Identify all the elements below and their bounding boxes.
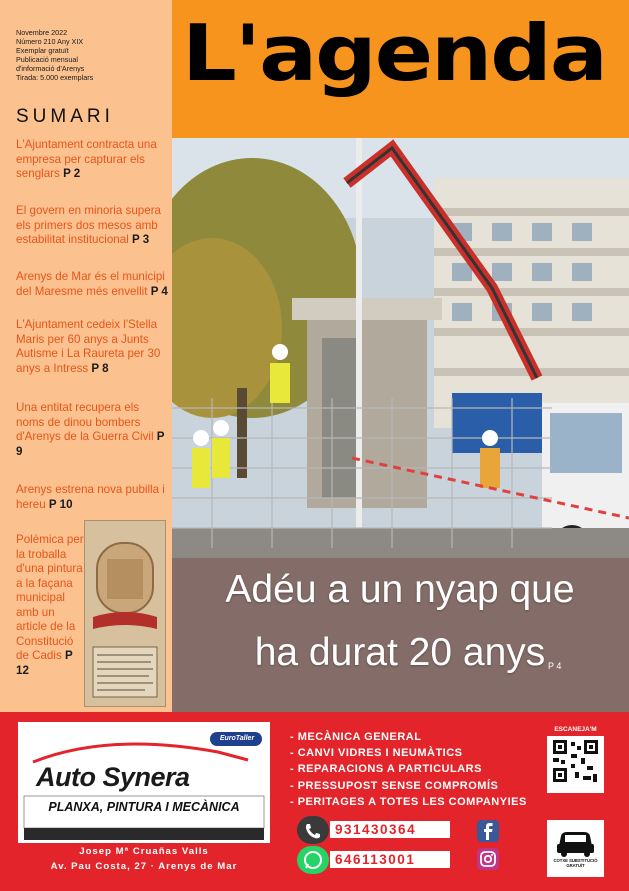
issue-number: Número 210 Any XIX [16,37,84,46]
ad-address: Av. Pau Costa, 27 · Arenys de Mar [50,861,238,872]
issue-frequency: Publicació mensual [16,55,78,64]
cover-photo [172,138,629,712]
ad-service-item: - CANVI VIDRES I NEUMÀTICS [290,747,463,760]
replacement-car-label: COTXE SUBSTITUCIÓ GRATUÏT [553,858,598,868]
toc-item-text: L'Ajuntament contracta una empresa per capturar els senglars [16,138,157,180]
toc-item-page: P 10 [48,497,73,511]
ad-service-item: - PRESSUPOST SENSE COMPROMÍS [290,779,499,792]
ad-services [290,729,527,810]
instagram-icon[interactable] [477,848,499,870]
headline-line-1: Adéu a un nyap que [225,568,575,611]
facebook-icon[interactable] [477,820,499,842]
masthead [172,0,629,138]
ad-brand: Auto Synera [36,762,190,792]
issue-scope: d'informació d'Arenys [16,64,85,73]
toc-item-text: Polèmica per la troballa d'una pintura a la façana municipal amb un article de la Constitució de Cadis [16,533,84,662]
toc-item[interactable] [16,533,86,678]
toc-item[interactable] [16,318,168,376]
toc-item[interactable] [16,270,168,299]
toc-item[interactable] [16,483,168,512]
ad-service-item: - REPARACIONS A PARTICULARS [290,763,482,776]
phone-number[interactable]: 931430364 [330,821,450,838]
toc-item-page: P 12 [16,649,73,677]
sumari-title: SUMARI [16,106,114,127]
painting-photo [84,520,166,707]
ad-owner: Josep Mª Cruañas Valls [79,846,209,857]
toc-item-page: P 4 [150,284,168,298]
issue-info [16,28,168,82]
toc-item-text: Arenys estrena nova pubilla i hereu [16,483,165,511]
toc-item[interactable] [16,401,168,459]
car-icon [547,820,604,860]
issue-price: Exemplar gratuït [16,46,69,55]
masthead-logo: L'agenda [182,8,606,99]
toc-item-text: El govern en minoria supera els primers dos mesos amb estabilitat institucional [16,204,162,246]
issue-print-run: Tirada: 5.000 exemplars [16,73,94,82]
toc-item-text: Una entitat recupera els noms de dinou bombers d'Arenys de la Guerra Civil [16,401,154,443]
headline-line-2: ha durat 20 anys [254,631,546,674]
toc-item-text: L'Ajuntament cedeix l'Stella Maris per 60 anys a Junts Autisme i La Raureta per 30 anys a Intress [16,318,161,375]
whatsapp-icon [297,846,329,874]
phone-icon [297,816,329,844]
replacement-car-box [547,820,604,877]
issue-date: Novembre 2022 [16,28,68,37]
headline-page: P 4 [548,661,562,671]
whatsapp-number[interactable]: 646113001 [330,851,450,868]
qr-label: ESCANEJA'M [554,726,597,733]
ad-tagline: PLANXA, PINTURA I MECÀNICA [48,800,240,814]
qr-code-icon[interactable] [547,736,604,793]
toc-item-page: P 2 [63,167,81,180]
toc-item-page: P 8 [91,361,109,375]
toc-item[interactable] [16,204,168,248]
toc-item[interactable] [16,138,168,182]
ad-service-item: - PERITAGES A TOTES LES COMPANYIES [290,795,527,808]
toc-item-page: P 9 [16,430,165,458]
eurotaller-label: EuroTaller [219,735,255,742]
ad-service-item: - MECÀNICA GENERAL [290,731,422,743]
toc-item-text: Arenys de Mar és el municipi del Maresme més envellit [16,270,165,298]
toc-item-page: P 3 [132,233,150,246]
